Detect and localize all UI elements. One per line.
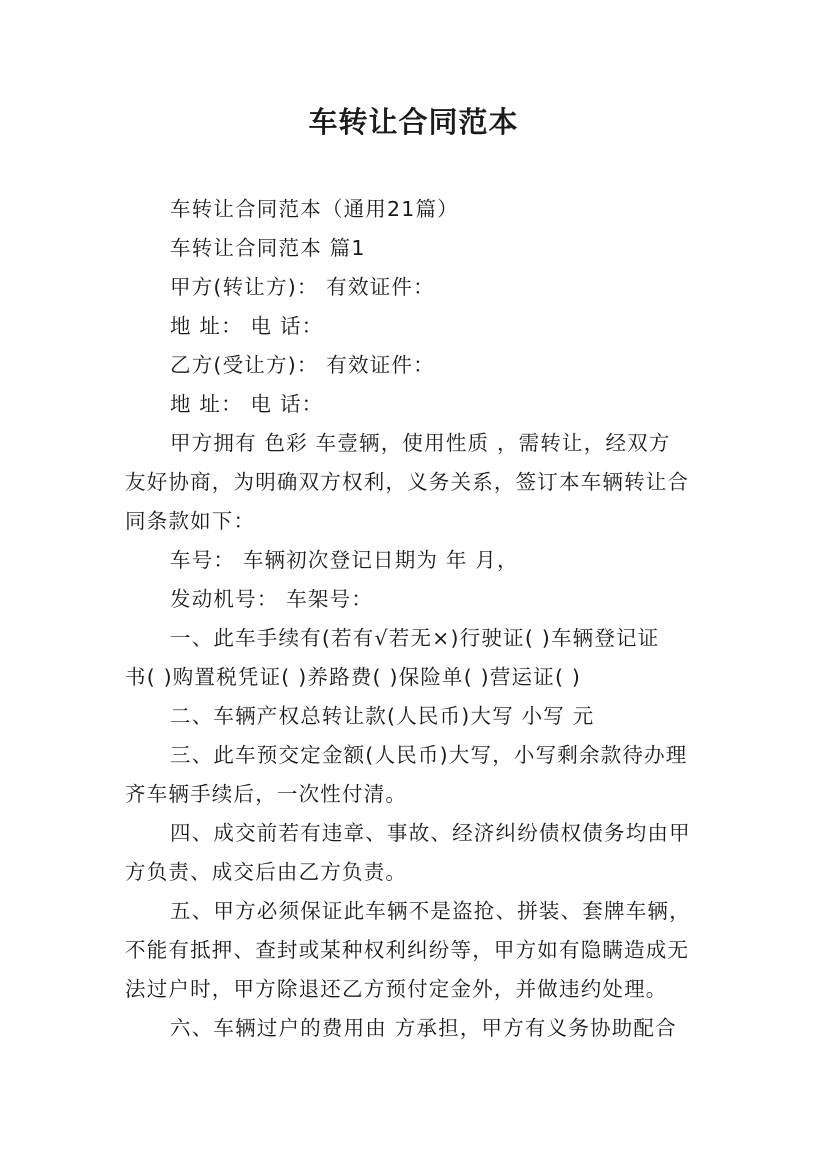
clause-5-line: 五、甲方必须保证此车辆不是盗抢、拼装、套牌车辆， (170, 899, 691, 923)
paragraph-line: 友好协商，为明确双方权利，义务关系，签订本车辆转让合 (125, 470, 690, 494)
clause-6-line: 六、车辆过户的费用由 方承担，甲方有义务协助配合 (170, 1016, 677, 1040)
document-body (125, 190, 710, 1048)
party-b-line: 乙方(受让方)： 有效证件： (170, 353, 435, 377)
clause-1-line: 书( )购置税凭证( )养路费( )保险单( )营运证( ) (125, 665, 582, 689)
party-b-address-line: 地 址： 电 话： (170, 392, 324, 416)
clause-4-line: 四、成交前若有违章、事故、经济纠纷债权债务均由甲 (170, 821, 691, 845)
clause-3-line: 齐车辆手续后，一次性付清。 (125, 782, 408, 806)
vehicle-number-line: 车号： 车辆初次登记日期为 年 月， (170, 548, 519, 572)
engine-number-line: 发动机号： 车架号： (170, 587, 374, 611)
clause-2-line: 二、车辆产权总转让款(人民币)大写 小写 元 (170, 704, 595, 728)
clause-3-line: 三、此车预交定金额(人民币)大写，小写剩余款待办理 (170, 743, 688, 767)
section-heading: 车转让合同范本 篇1 (170, 236, 366, 260)
party-a-address-line: 地 址： 电 话： (170, 314, 324, 338)
clause-4-line: 方负责、成交后由乙方负责。 (125, 860, 408, 884)
document-title: 车转让合同范本 (308, 105, 519, 139)
clause-5-line: 不能有抵押、查封或某种权利纠纷等，甲方如有隐瞒造成无 (125, 938, 690, 962)
party-a-line: 甲方(转让方)： 有效证件： (170, 275, 435, 299)
clause-5-line: 法过户时，甲方除退还乙方预付定金外，并做违约处理。 (125, 977, 668, 1001)
subtitle-line: 车转让合同范本（通用21篇） (170, 197, 459, 221)
clause-1-line: 一、此车手续有(若有√若无×)行驶证( )车辆登记证 (170, 626, 660, 650)
paragraph-line: 甲方拥有 色彩 车壹辆，使用性质 ，需转让，经双方 (170, 431, 671, 455)
paragraph-line: 同条款如下： (125, 509, 256, 533)
